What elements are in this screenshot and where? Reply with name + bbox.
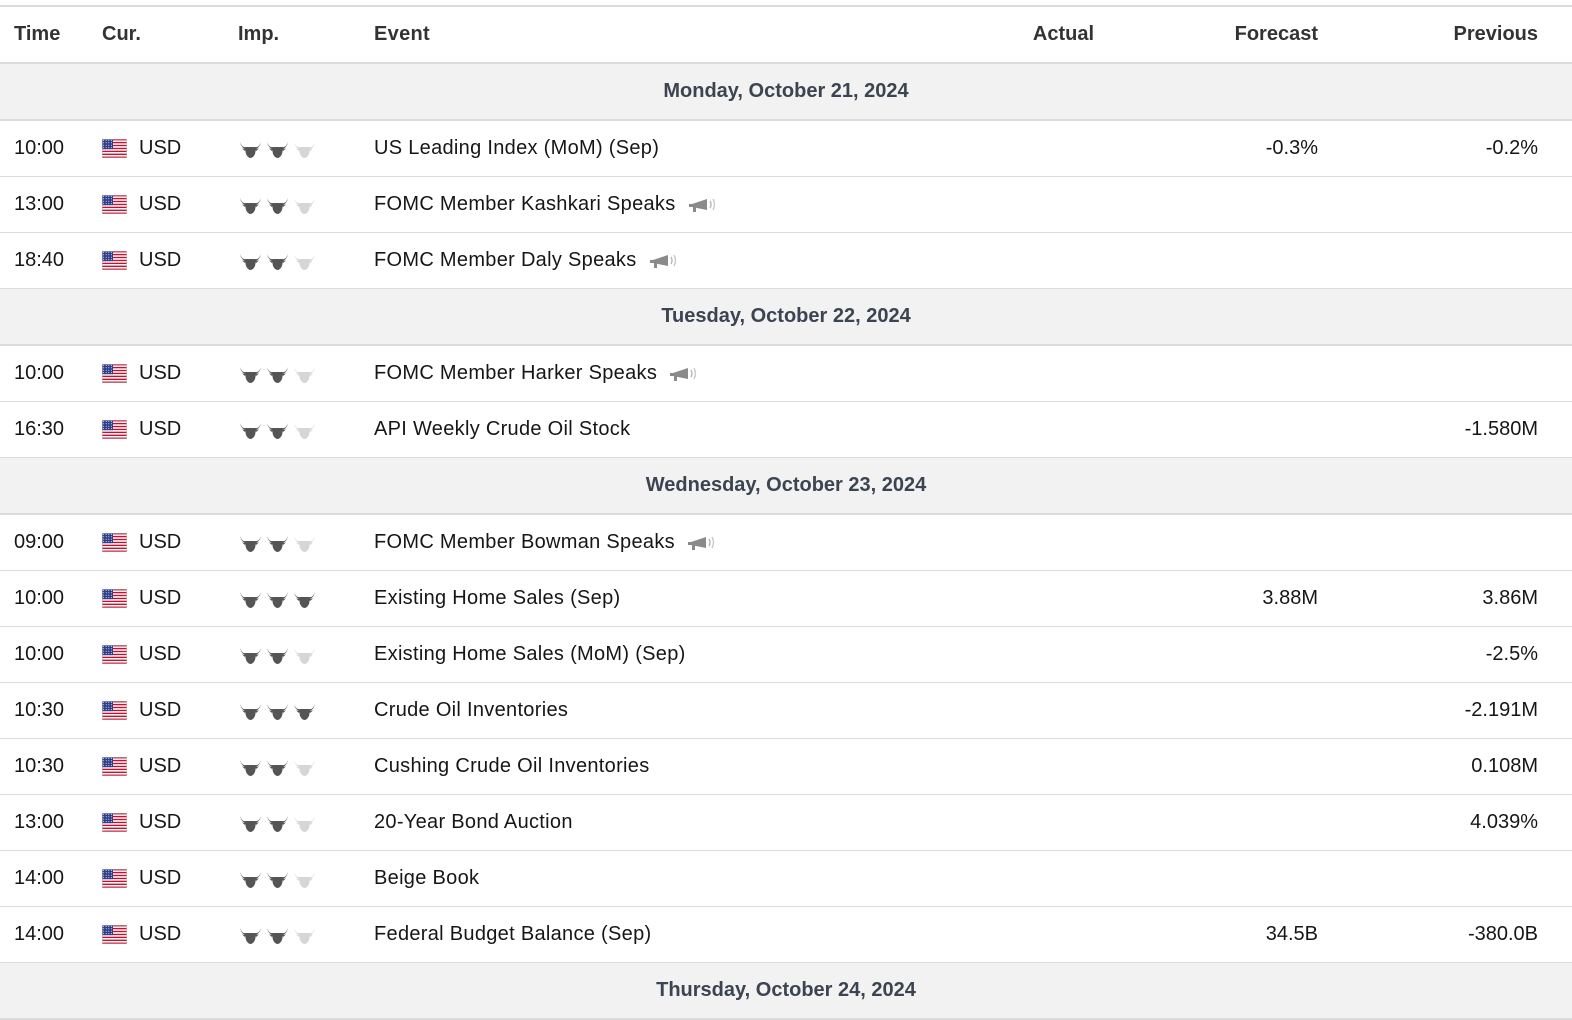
day-header-row — [0, 963, 1572, 1020]
day-header-row — [0, 64, 1572, 121]
bull-icon — [238, 533, 263, 553]
event-name-link[interactable]: Crude Oil Inventories — [374, 699, 569, 721]
event-forecast: 34.5B — [1265, 923, 1318, 945]
header-importance[interactable]: Imp. — [238, 23, 280, 45]
event-importance — [238, 869, 374, 889]
event-previous: -0.2% — [1485, 137, 1538, 159]
event-name-link[interactable]: API Weekly Crude Oil Stock — [374, 418, 631, 440]
bull-icon — [265, 251, 290, 271]
event-cell — [374, 811, 974, 834]
event-name-link[interactable]: Existing Home Sales (MoM) (Sep) — [374, 643, 686, 665]
event-currency: USD — [139, 811, 182, 833]
event-currency-cell — [102, 699, 238, 722]
day-header-row — [0, 458, 1572, 515]
event-currency-cell — [102, 531, 238, 554]
event-cell — [374, 587, 974, 610]
event-currency-cell — [102, 587, 238, 610]
bull-icon — [238, 869, 263, 889]
us-flag-icon — [102, 195, 127, 214]
event-currency: USD — [139, 699, 182, 721]
event-importance — [238, 645, 374, 665]
event-importance — [238, 533, 374, 553]
event-importance — [238, 420, 374, 440]
bull-icon — [238, 925, 263, 945]
header-time[interactable]: Time — [14, 23, 61, 45]
header-event[interactable]: Event — [374, 23, 430, 45]
speech-icon — [669, 365, 701, 383]
header-forecast[interactable]: Forecast — [1234, 23, 1318, 45]
event-currency: USD — [139, 418, 182, 440]
event-time: 09:00 — [14, 531, 65, 553]
event-time: 10:00 — [14, 137, 65, 159]
us-flag-icon — [102, 925, 127, 944]
event-currency: USD — [139, 362, 182, 384]
event-currency: USD — [139, 867, 182, 889]
bull-icon — [265, 869, 290, 889]
event-previous: -2.191M — [1464, 699, 1538, 721]
event-currency: USD — [139, 755, 182, 777]
event-time: 14:00 — [14, 923, 65, 945]
bull-icon — [292, 533, 317, 553]
event-currency-cell — [102, 137, 238, 160]
us-flag-icon — [102, 139, 127, 158]
event-currency-cell — [102, 193, 238, 216]
event-cell — [374, 643, 974, 666]
bull-icon — [238, 813, 263, 833]
event-cell — [374, 418, 974, 441]
table-top-border — [0, 0, 1572, 7]
bull-icon — [292, 701, 317, 721]
day-label: Wednesday, October 23, 2024 — [645, 474, 927, 496]
event-previous: 3.86M — [1482, 587, 1538, 609]
event-time: 10:00 — [14, 643, 65, 665]
event-name-link[interactable]: US Leading Index (MoM) (Sep) — [374, 137, 660, 159]
event-previous: 4.039% — [1470, 811, 1538, 833]
event-currency: USD — [139, 249, 182, 271]
event-currency: USD — [139, 587, 182, 609]
event-name-link[interactable]: Cushing Crude Oil Inventories — [374, 755, 650, 777]
event-previous: -2.5% — [1485, 643, 1538, 665]
event-currency: USD — [139, 643, 182, 665]
event-time: 16:30 — [14, 418, 65, 440]
us-flag-icon — [102, 364, 127, 383]
bull-icon — [292, 251, 317, 271]
event-time: 13:00 — [14, 193, 65, 215]
bull-icon — [265, 589, 290, 609]
event-cell — [374, 137, 974, 160]
bull-icon — [238, 589, 263, 609]
event-currency: USD — [139, 193, 182, 215]
event-row[interactable] — [0, 515, 1572, 571]
event-row[interactable] — [0, 739, 1572, 795]
event-importance — [238, 925, 374, 945]
event-currency-cell — [102, 811, 238, 834]
bull-icon — [265, 925, 290, 945]
us-flag-icon — [102, 251, 127, 270]
event-time: 10:00 — [14, 362, 65, 384]
header-previous[interactable]: Previous — [1453, 23, 1538, 45]
bull-icon — [238, 757, 263, 777]
event-currency: USD — [139, 531, 182, 553]
event-currency-cell — [102, 867, 238, 890]
calendar-body — [0, 64, 1572, 1020]
header-actual[interactable]: Actual — [1032, 23, 1094, 45]
speech-icon — [687, 534, 719, 552]
bull-icon — [265, 757, 290, 777]
bull-icon — [265, 645, 290, 665]
bull-icon — [292, 589, 317, 609]
event-cell — [374, 755, 974, 778]
event-name-link[interactable]: 20-Year Bond Auction — [374, 811, 573, 833]
event-name-link[interactable]: FOMC Member Daly Speaks — [374, 249, 637, 271]
us-flag-icon — [102, 420, 127, 439]
event-time: 18:40 — [14, 249, 65, 271]
bull-icon — [238, 139, 263, 159]
bull-icon — [292, 420, 317, 440]
bull-icon — [292, 139, 317, 159]
bull-icon — [238, 645, 263, 665]
bull-icon — [265, 195, 290, 215]
event-currency-cell — [102, 643, 238, 666]
event-row[interactable] — [0, 851, 1572, 907]
bull-icon — [265, 139, 290, 159]
bull-icon — [292, 869, 317, 889]
event-time: 13:00 — [14, 811, 65, 833]
event-row[interactable] — [0, 795, 1572, 851]
event-time: 10:00 — [14, 587, 65, 609]
event-row[interactable] — [0, 177, 1572, 233]
us-flag-icon — [102, 701, 127, 720]
event-row[interactable] — [0, 233, 1572, 289]
event-row[interactable] — [0, 907, 1572, 963]
event-currency-cell — [102, 418, 238, 441]
event-previous: -380.0B — [1467, 923, 1538, 945]
event-importance — [238, 589, 374, 609]
event-name-link[interactable]: FOMC Member Kashkari Speaks — [374, 193, 676, 215]
header-currency[interactable]: Cur. — [102, 23, 141, 45]
bull-icon — [292, 757, 317, 777]
event-row[interactable] — [0, 346, 1572, 402]
bull-icon — [265, 364, 290, 384]
bull-icon — [292, 364, 317, 384]
table-header — [0, 7, 1572, 64]
event-importance — [238, 195, 374, 215]
event-previous: 0.108M — [1471, 755, 1538, 777]
event-name-link[interactable]: Beige Book — [374, 867, 480, 889]
event-currency: USD — [139, 137, 182, 159]
bull-icon — [238, 195, 263, 215]
us-flag-icon — [102, 757, 127, 776]
bull-icon — [238, 701, 263, 721]
event-time: 10:30 — [14, 699, 65, 721]
event-currency-cell — [102, 362, 238, 385]
speech-icon — [688, 196, 720, 214]
event-forecast: -0.3% — [1265, 137, 1318, 159]
bull-icon — [238, 420, 263, 440]
event-row[interactable] — [0, 627, 1572, 683]
event-cell — [374, 193, 974, 216]
us-flag-icon — [102, 589, 127, 608]
event-forecast: 3.88M — [1262, 587, 1318, 609]
event-row[interactable] — [0, 402, 1572, 458]
event-row[interactable] — [0, 571, 1572, 627]
event-time: 10:30 — [14, 755, 65, 777]
bull-icon — [265, 533, 290, 553]
us-flag-icon — [102, 645, 127, 664]
day-header-row — [0, 289, 1572, 346]
bull-icon — [292, 195, 317, 215]
speech-icon — [649, 252, 681, 270]
bull-icon — [292, 813, 317, 833]
bull-icon — [292, 925, 317, 945]
us-flag-icon — [102, 533, 127, 552]
event-name-link[interactable]: Federal Budget Balance (Sep) — [374, 923, 652, 945]
day-label: Tuesday, October 22, 2024 — [661, 305, 911, 327]
event-cell — [374, 531, 974, 554]
bull-icon — [238, 251, 263, 271]
day-label: Monday, October 21, 2024 — [663, 80, 909, 102]
event-time: 14:00 — [14, 867, 65, 889]
bull-icon — [292, 645, 317, 665]
event-currency-cell — [102, 249, 238, 272]
bull-icon — [265, 813, 290, 833]
event-name-link[interactable]: FOMC Member Bowman Speaks — [374, 531, 675, 553]
us-flag-icon — [102, 813, 127, 832]
event-currency: USD — [139, 923, 182, 945]
event-cell — [374, 867, 974, 890]
event-importance — [238, 139, 374, 159]
event-cell — [374, 923, 974, 946]
event-cell — [374, 249, 974, 272]
event-cell — [374, 362, 974, 385]
event-currency-cell — [102, 755, 238, 778]
event-name-link[interactable]: Existing Home Sales (Sep) — [374, 587, 621, 609]
event-previous: -1.580M — [1464, 418, 1538, 440]
day-label: Thursday, October 24, 2024 — [656, 979, 916, 1001]
bull-icon — [238, 364, 263, 384]
event-importance — [238, 701, 374, 721]
event-name-link[interactable]: FOMC Member Harker Speaks — [374, 362, 658, 384]
bull-icon — [265, 420, 290, 440]
event-row[interactable] — [0, 683, 1572, 739]
bull-icon — [265, 701, 290, 721]
event-row[interactable] — [0, 121, 1572, 177]
event-currency-cell — [102, 923, 238, 946]
event-cell — [374, 699, 974, 722]
event-importance — [238, 813, 374, 833]
event-importance — [238, 757, 374, 777]
us-flag-icon — [102, 869, 127, 888]
event-importance — [238, 251, 374, 271]
event-importance — [238, 364, 374, 384]
